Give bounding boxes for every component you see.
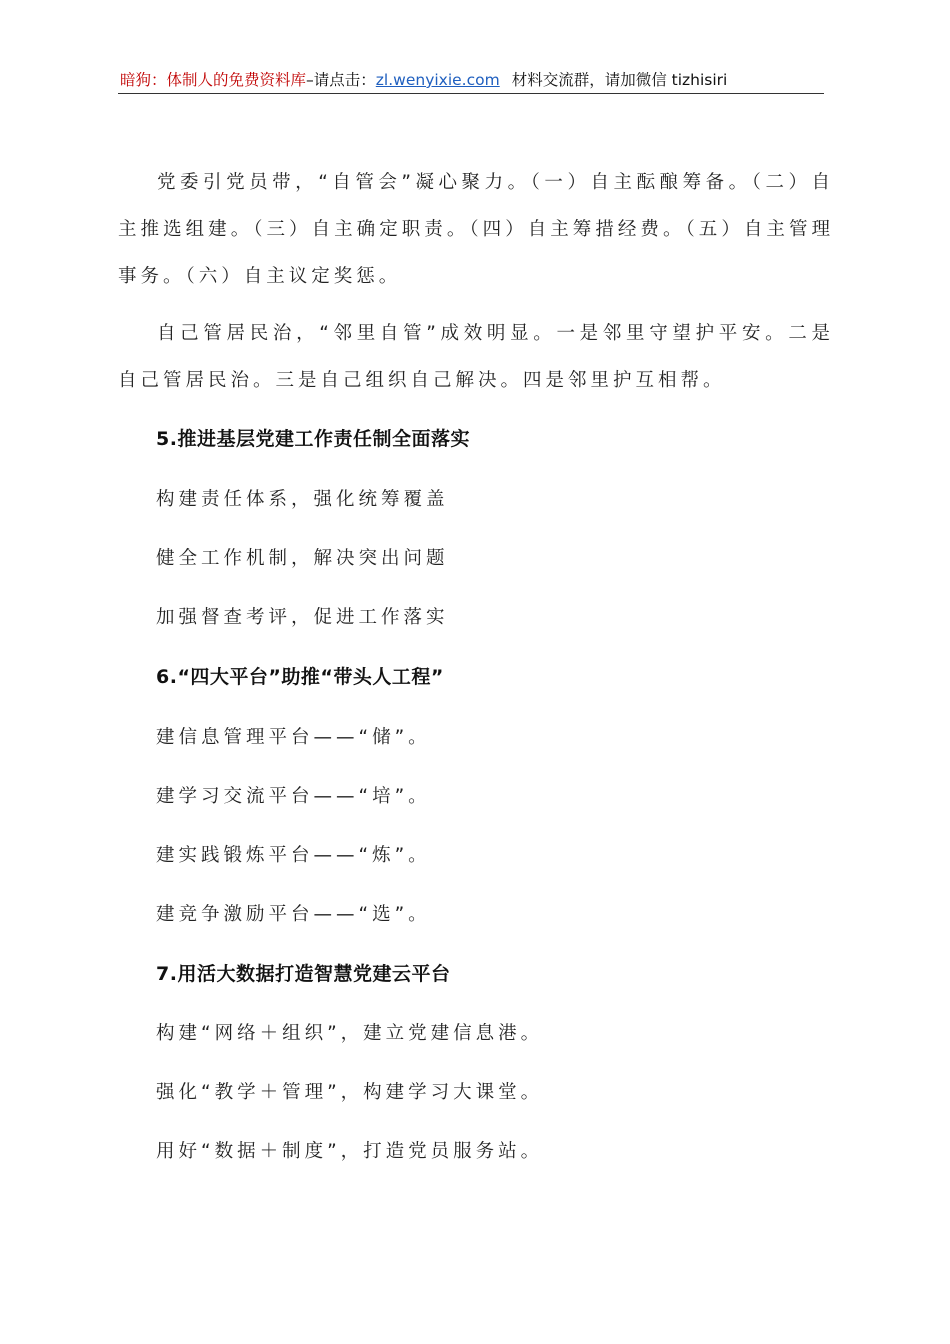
header-prompt: –请点击： — [306, 71, 376, 89]
paragraph-text: 党委引党员带，“自管会”凝心聚力。（一）自主酝酿筹备。（二）自主推选组建。（三）自主确定职责。（四）自主筹措经费。（五）自主管理事务。（六）自主议定奖惩。 — [118, 172, 834, 287]
list-item: 建实践锻炼平台——“炼”。 — [156, 845, 431, 866]
section-5-heading: 5.推进基层党建工作责任制全面落实 — [156, 428, 470, 450]
list-item: 健全工作机制，解决突出问题 — [156, 548, 449, 569]
section-7-heading: 7.用活大数据打造智慧党建云平台 — [156, 963, 451, 985]
header-link[interactable]: zl.wenyixie.com — [375, 71, 500, 89]
list-item: 加强督查考评，促进工作落实 — [156, 607, 449, 628]
paragraph-text: 自己管居民治，“邻里自管”成效明显。一是邻里守望护平安。二是自己管居民治。三是自己组织自己解决。四是邻里护互相帮。 — [118, 323, 834, 391]
list-item: 建竞争激励平台——“选”。 — [156, 904, 431, 925]
section-6-heading: 6.“四大平台”助推“带头人工程” — [156, 666, 444, 688]
header-divider — [118, 93, 824, 94]
list-item: 构建“网络＋组织”，建立党建信息港。 — [156, 1023, 544, 1044]
list-item: 建学习交流平台——“培”。 — [156, 786, 431, 807]
list-item: 用好“数据＋制度”，打造党员服务站。 — [156, 1141, 544, 1162]
list-item: 构建责任体系，强化统筹覆盖 — [156, 489, 449, 510]
list-item: 强化“教学＋管理”，构建学习大课堂。 — [156, 1082, 544, 1103]
page-header — [120, 68, 824, 92]
list-item: 建信息管理平台——“储”。 — [156, 727, 431, 748]
paragraph-1 — [118, 159, 834, 300]
header-contact: 材料交流群，请加微信 tizhisiri — [511, 71, 728, 89]
paragraph-2 — [118, 310, 834, 404]
header-brand: 暗狗：体制人的免费资料库 — [120, 71, 307, 89]
